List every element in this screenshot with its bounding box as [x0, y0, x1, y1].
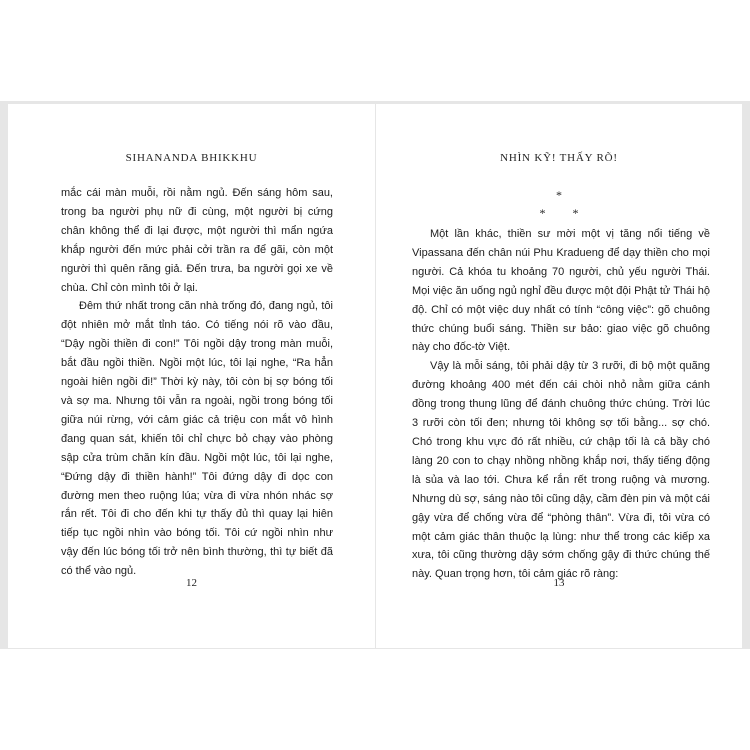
left-page-body	[61, 184, 333, 581]
paragraph: Đêm thứ nhất trong căn nhà trống đó, đang ngủ, tôi đột nhiên mở mắt tỉnh táo. Có tiếng nói rõ vào đầu, “Dậy ngồi thiền đi con!” Tôi ngồi dậy trong màn muỗi, bắt đầu ngồi thiền. Ngồi một lúc, tôi lại nghe, “Ra hẳn ngoài hiên ngồi đi!” Thời kỳ này, tôi còn bị sợ bóng tối và sợ ma. Nhưng tôi vẫn ra ngoài, ngồi trong bóng tối giữa núi rừng, với cảm giác cả triệu con mắt vô hình đang quan sát, khiến tôi chỉ chực bỏ chạy vào phòng sập cửa trùm chăn kín đầu. Ngồi một lúc, tôi lại nghe, “Đứng dậy đi thiền hành!” Tôi đứng dậy đi dọc con đường men theo ruộng lúa; vừa đi vừa nhón nhác sợ rắn rết. Tôi đi cho đến khi tự thấy đủ thì quay lại hiên tiếp tục ngồi nhìn vào bóng tối. Tôi cứ ngồi nhìn như vậy đến lúc bóng tối trở nên bình thường, thì tự biết đã có thể vào ngủ.	[61, 300, 333, 578]
page-number-right: 13	[553, 577, 565, 589]
asterism-top: *	[556, 188, 562, 202]
page-number-left: 12	[186, 577, 197, 589]
right-page-body	[412, 225, 710, 584]
asterism-bottom-left: *	[539, 206, 546, 220]
paragraph: mắc cái màn muỗi, rồi nằm ngủ. Đến sáng hôm sau, trong ba người phụ nữ đi cùng, một người bị cứng chân không thể đi lại được, một người thì mẩn ngứa khắp người đến mức phải cởi trần ra để gãi, còn một người thì quên răng giả. Đến trưa, ba người gọi xe về chùa. Chỉ còn mình tôi ở lại.	[61, 187, 333, 294]
left-page	[8, 104, 375, 648]
book-spread	[0, 101, 750, 649]
asterism-bottom-right: *	[572, 206, 579, 220]
paragraph: Một lần khác, thiền sư mời một vị tăng nổi tiếng về Vipassana đến chân núi Phu Kradueng để dạy thiền cho mọi người. Cả khóa tu khoảng 70 người, chủ yếu người Thái. Mọi việc ăn uống ngủ nghỉ đều được một đội Phật tử Thái hộ độ. Chỉ có một việc duy nhất có tính “công việc”: gõ chuông thức chúng buổi sáng. Thiền sư bảo: giao việc gõ chuông này cho đốc-tờ Việt.	[412, 228, 710, 354]
right-page	[376, 104, 742, 648]
running-head-right: NHÌN KỸ! THẤY RÕ!	[500, 152, 618, 164]
section-break-asterism	[376, 186, 742, 222]
paragraph: Vậy là mỗi sáng, tôi phải dậy từ 3 rưỡi, đi bộ một quãng đường khoảng 400 mét đến cái chòi nhỏ nằm giữa cánh đồng trong thung lũng để đánh chuông thức chúng. Trời lúc 3 rưỡi còn tối đen; nhưng tôi không sợ tối bằng... sợ chó. Chó trong khu vực đó rất nhiều, cứ chập tối là cả bầy chó làng 20 con to chạy nhồng nhồng khắp nơi, thấy tiếng động là sủa và lao tới. Chưa kể rắn rết trong ruộng và mương. Nhưng dù sợ, sáng nào tôi cũng dậy, cầm đèn pin và một cái gậy vừa để chống vừa để “phòng thân”. Vừa đi, tôi vừa có một cảm giác thân thuộc lạ lùng: như thể trong các kiếp xa xưa, tôi cũng thường dậy sớm chống gậy đi thức chúng thế này. Quan trọng hơn, tôi cảm giác rõ ràng:	[412, 360, 710, 581]
running-head-left: SIHANANDA BHIKKHU	[125, 152, 258, 164]
